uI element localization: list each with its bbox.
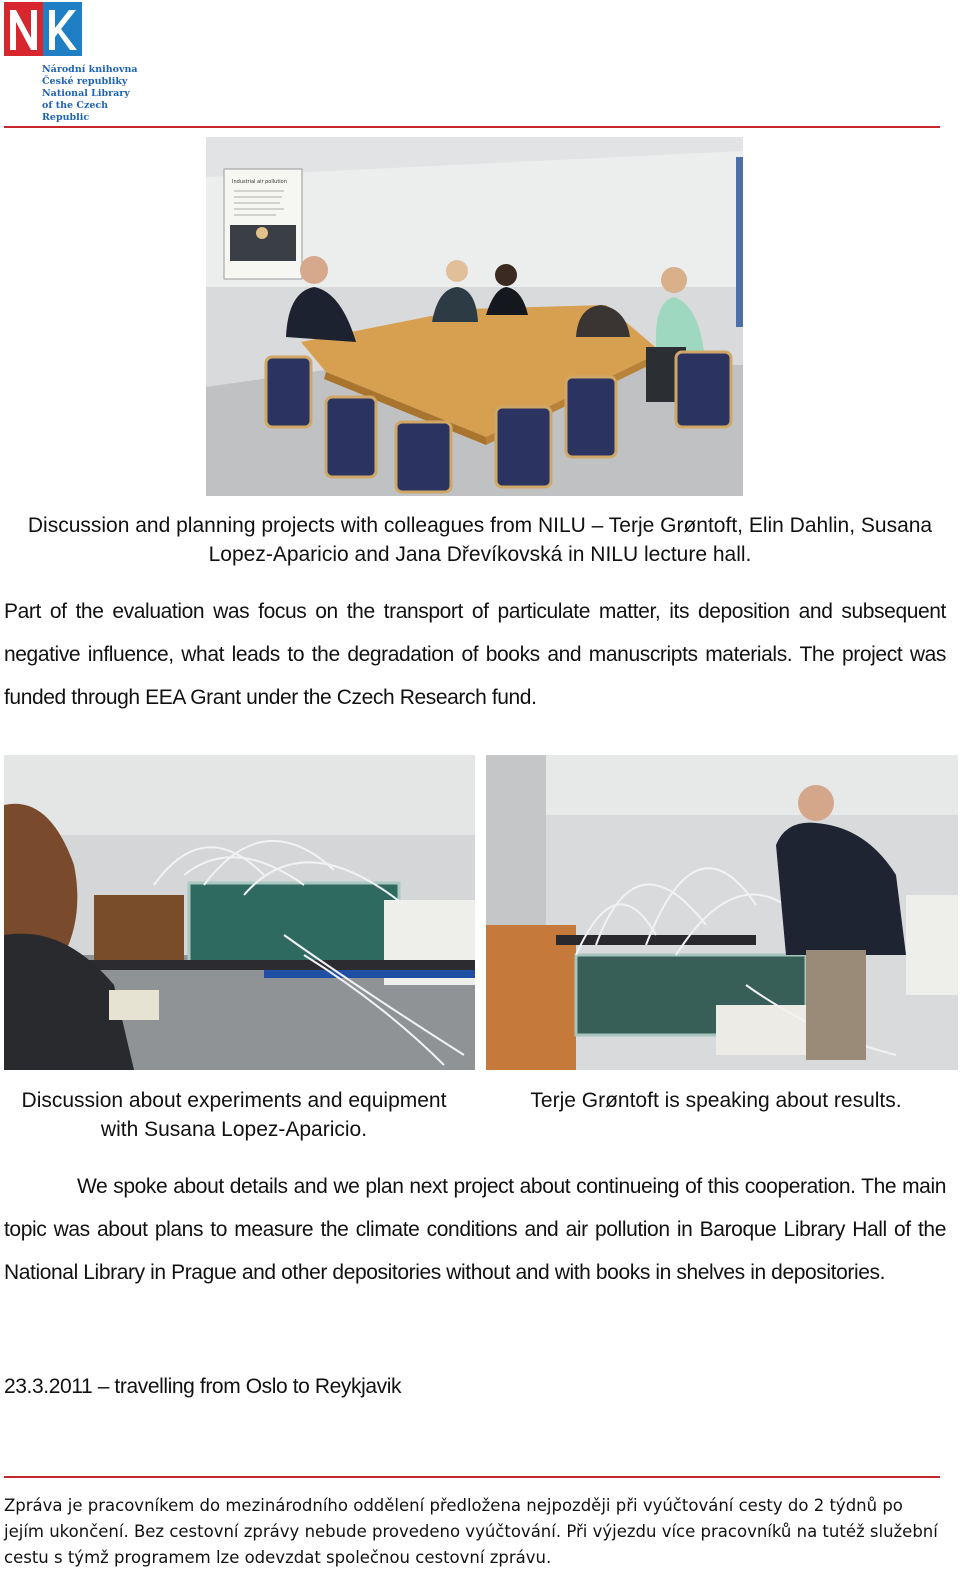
lab-photo-left xyxy=(4,755,475,1070)
footer-note: Zpráva je pracovníkem do mezinárodního oddělení předložena nejpozději při vyúčtování cesty do 2 týdnů po jejím ukončení. Bez cestovní zprávy nebude provedeno vyúčtování. Při výjezdu více pracovníků na tutéž služební cestu s týmž programem lze odevzdat společnou cestovní zprávu. xyxy=(4,1496,938,1567)
meeting-photo xyxy=(206,137,743,496)
speaking-caption: Terje Grøntoft is speaking about results. xyxy=(530,1089,902,1112)
logo-caption: Národní knihovna České republiky National Library of the Czech Republic xyxy=(42,64,138,123)
nk-logo-mark xyxy=(4,2,82,56)
meeting-photo-caption: Discussion and planning projects with colleagues from NILU – Terje Grøntoft, Elin Dahlin, Susana Lopez-Aparicio and Jana Dřevíkovská in NILU lecture hall. xyxy=(27,514,933,566)
experiments-caption: Discussion about experiments and equipment with Susana Lopez-Aparicio. xyxy=(21,1089,447,1141)
library-logo xyxy=(4,2,140,123)
evaluation-paragraph: Part of the evaluation was focus on the transport of particulate matter, its deposition and subsequent negative influence, what leads to the degradation of books and manuscripts materials. The project was funded through EEA Grant under the Czech Research fund. xyxy=(4,600,946,709)
lab-photo-right xyxy=(486,755,958,1070)
plans-paragraph: We spoke about details and we plan next project about continueing of this cooperation. The main topic was about plans to measure the climate conditions and air pollution in Baroque Library Hall of the National Library in Prague and other depositories without and with books in shelves in depositories. xyxy=(4,1175,946,1284)
travel-date-line: 23.3.2011 – travelling from Oslo to Reykjavik xyxy=(4,1375,402,1398)
footer-divider xyxy=(4,1476,940,1478)
header-divider xyxy=(4,126,940,128)
poster-title: Industrial air pollution xyxy=(232,179,287,185)
